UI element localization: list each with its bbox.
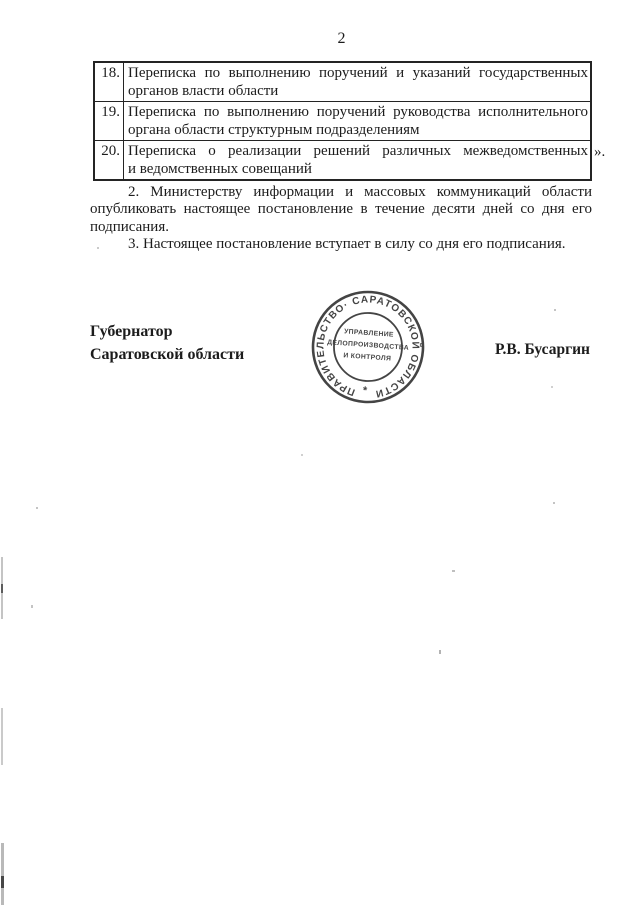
row-text xyxy=(124,141,590,179)
row-number: 20. xyxy=(95,141,124,179)
row-text-line: Переписка о реализации решений различных межведомственных xyxy=(128,143,588,159)
stamp-center-line2: ДЕЛОПРОИЗВОДСТВА xyxy=(326,339,410,352)
row-text-line: органов власти области xyxy=(128,83,279,99)
scan-artifact xyxy=(36,507,38,509)
stamp-ring-text: ПРАВИТЕЛЬСТВО· САРАТОВСКОЙ ОБЛАСТИ xyxy=(315,294,421,400)
scan-artifact xyxy=(301,454,303,456)
table-row xyxy=(95,101,590,140)
scan-artifact xyxy=(1,876,4,888)
scan-artifact xyxy=(1,708,3,765)
scan-artifact xyxy=(452,570,455,572)
scan-artifact xyxy=(1,843,4,905)
row-text-line: Переписка по выполнению поручений руководства исполнительного xyxy=(128,104,588,120)
scan-artifact xyxy=(31,605,33,608)
signature-post-line1: Губернатор xyxy=(90,323,173,340)
body-text xyxy=(90,184,592,254)
row-text-line: органа области структурным подразделениям xyxy=(128,122,420,138)
page-number: 2 xyxy=(337,30,346,47)
round-stamp xyxy=(302,281,434,413)
row-text xyxy=(124,63,590,101)
numbered-list-table xyxy=(93,61,592,181)
scan-artifact xyxy=(551,386,553,388)
closing-quote-mark: ». xyxy=(594,144,606,160)
row-text xyxy=(124,102,590,140)
signature-name: Р.В. Бусаргин xyxy=(495,341,590,358)
stamp-star-mark: * xyxy=(362,384,368,398)
scan-artifact xyxy=(1,584,3,593)
paragraph-2-line: подписания. xyxy=(90,218,169,235)
stamp-center-line1: УПРАВЛЕНИЕ xyxy=(343,328,395,339)
scan-artifact xyxy=(554,309,556,311)
paragraph-3: 3. Настоящее постановление вступает в силу со дня его подписания. xyxy=(128,236,566,253)
stamp-center-line3: И КОНТРОЛЯ xyxy=(343,352,392,363)
scan-artifact xyxy=(1,557,3,619)
row-text-line: и ведомственных совещаний xyxy=(128,161,312,177)
signature-post-title xyxy=(90,321,244,366)
table-row xyxy=(95,140,590,179)
scan-artifact xyxy=(553,502,555,504)
signature-post-line2: Саратовской области xyxy=(90,345,245,363)
paragraph-2-line: опубликовать настоящее постановление в течение десяти дней со дня его xyxy=(90,201,592,218)
table-row xyxy=(95,63,590,101)
row-number: 18. xyxy=(95,63,124,101)
row-number: 19. xyxy=(95,102,124,140)
row-text-line: Переписка по выполнению поручений и указаний государственных xyxy=(128,65,588,81)
scan-artifact xyxy=(439,650,441,654)
paragraph-2-line: 2. Министерству информации и массовых коммуникаций области xyxy=(128,184,592,200)
